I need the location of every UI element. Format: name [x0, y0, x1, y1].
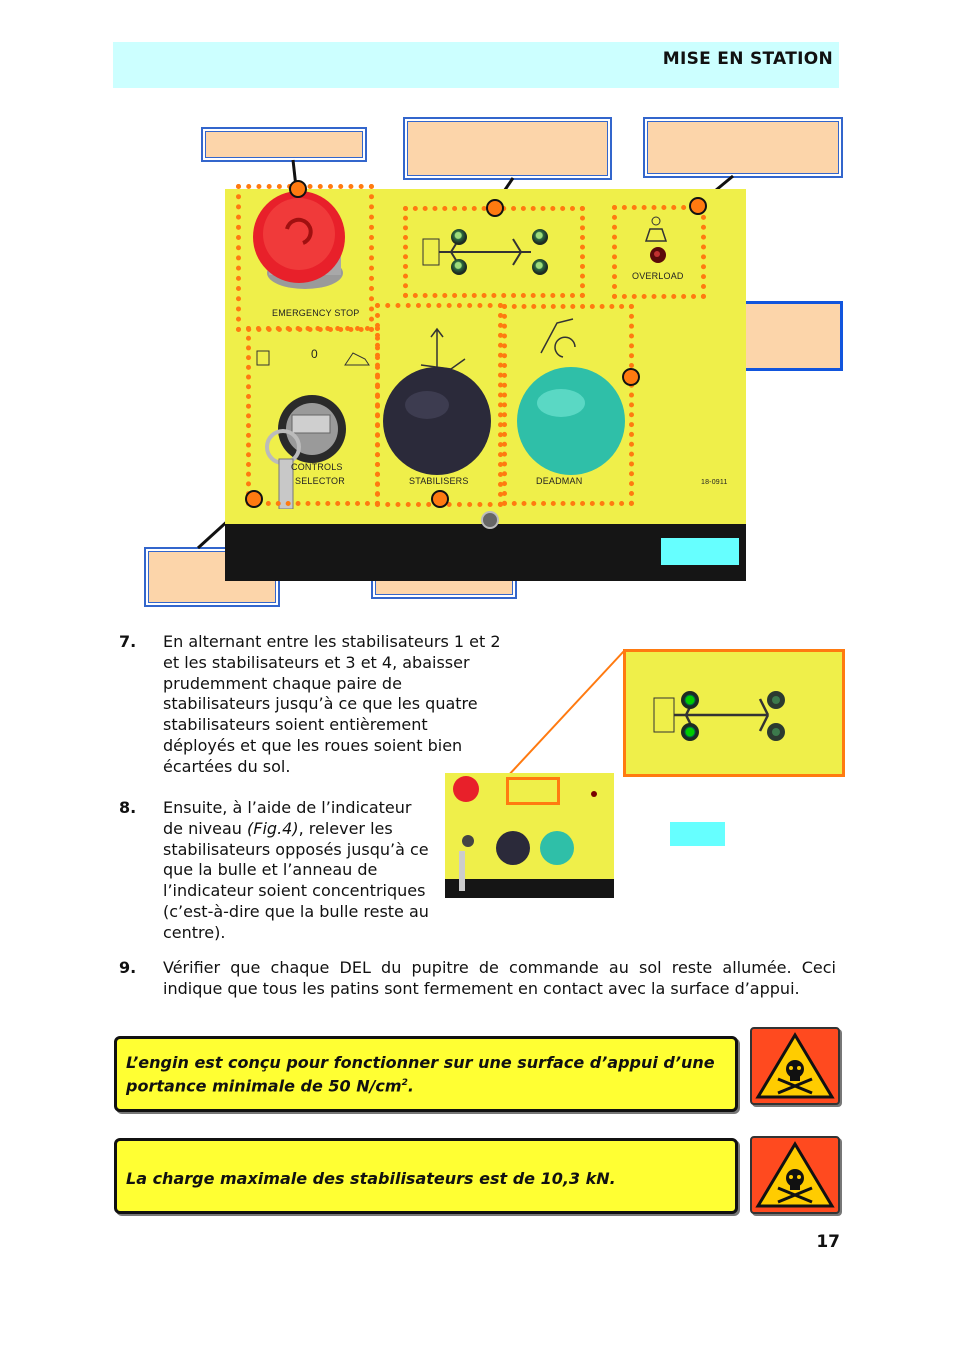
warning-box-max-load — [114, 1138, 738, 1214]
page-number: 17 — [816, 1232, 840, 1252]
figure-tag-2 — [670, 822, 725, 846]
warning-text: L’engin est conçu pour fonctionner sur une surface d’appui d’une portance minimale de 50 $N/cm^2$. — [126, 1053, 715, 1096]
warning-box-load-bearing — [114, 1036, 738, 1112]
led-zoom-inset — [623, 649, 845, 777]
figure-reference: (Fig.4) — [247, 818, 299, 838]
step-number: 7. — [119, 632, 137, 651]
step-number: 9. — [119, 958, 137, 977]
selector-zero-label: 0 — [311, 347, 318, 361]
section-title: MISE EN STATION — [662, 49, 833, 69]
panel-thumbnail — [445, 773, 614, 898]
step-7-text: En alternant entre les stabilisateurs 1 et 2 et les stabilisateurs et 3 et 4, abaisser prudemment chaque paire de stabilisateurs jusqu’à ce que les quatre stabilisateurs soient entièrement déployés et que les roues soient bien écartées du sol. — [163, 632, 501, 776]
selector-label: SELECTOR — [295, 476, 345, 486]
deadman-label: DEADMAN — [536, 476, 583, 486]
controls-label: CONTROLS — [291, 462, 343, 472]
part-code-label: 18-0911 — [701, 479, 728, 486]
step-8-text-before: Ensuite, à l’aide de l’indicateur de niveau — [163, 798, 412, 838]
emergency-stop-label: EMERGENCY STOP — [272, 308, 360, 318]
step-8-text-after: , relever les stabilisateurs opposés jusqu’à ce que la bulle et l’anneau de l’indicateur soient concentriques (c’est-à-dire que la bulle reste au centre). — [163, 818, 429, 942]
overload-label: OVERLOAD — [632, 271, 684, 281]
warning-text: La charge maximale des stabilisateurs est de 10,3 kN. — [126, 1169, 616, 1188]
step-9-text: Vérifier que chaque DEL du pupitre de commande au sol reste allumée. Ceci indique que tous les patins sont fermement en contact avec la surface d’appui. — [163, 958, 836, 998]
stabilisers-label: STABILISERS — [409, 476, 469, 486]
step-8-text — [163, 798, 431, 944]
skull-crossbones-icon — [750, 1027, 840, 1105]
skull-crossbones-icon — [750, 1136, 840, 1214]
step-number: 8. — [119, 798, 137, 817]
